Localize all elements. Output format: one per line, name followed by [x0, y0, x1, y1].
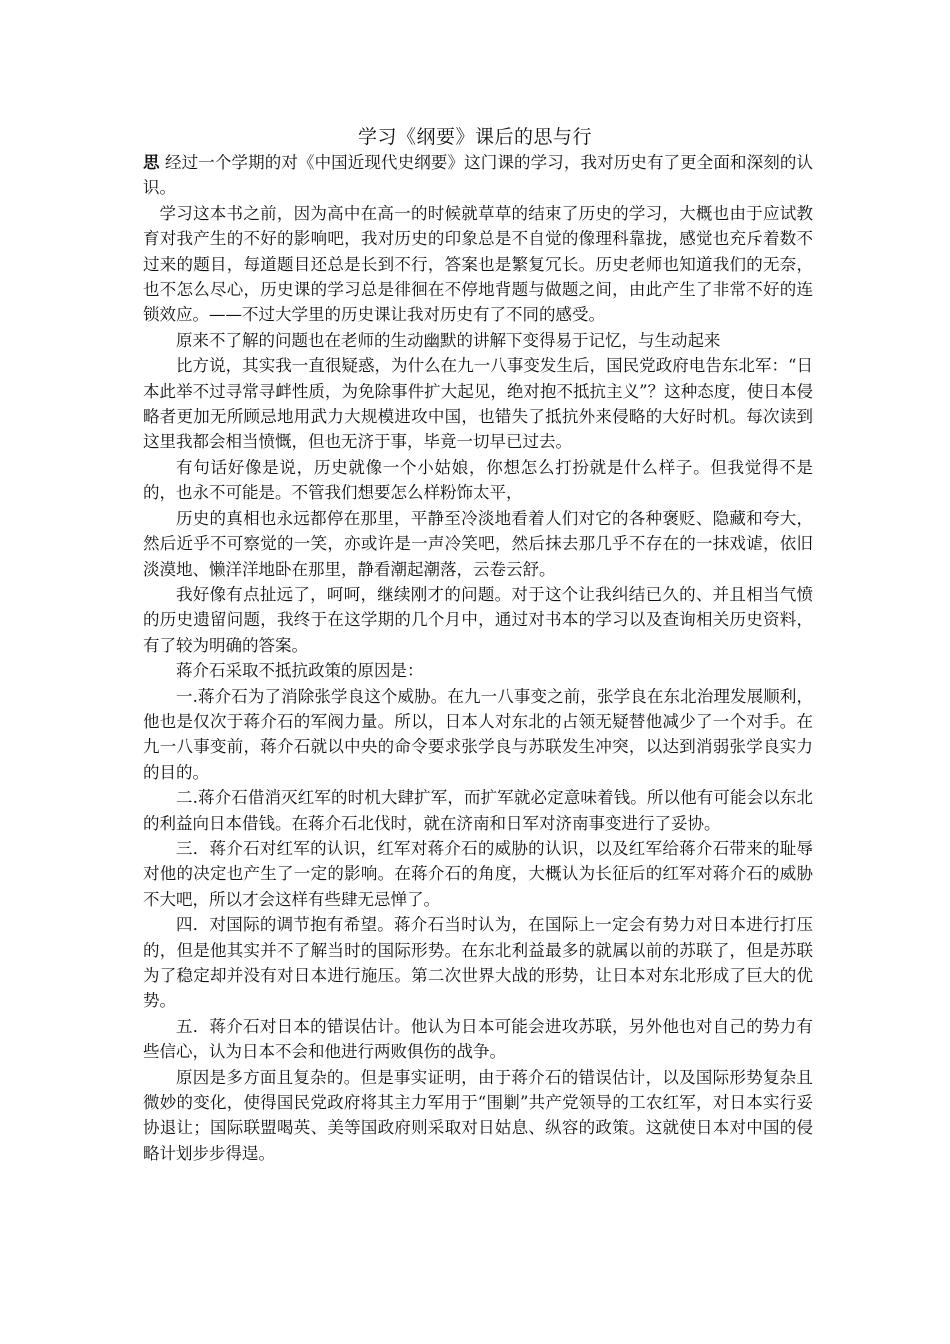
paragraph-10: 二.蒋介石借消灭红军的时机大肆扩军，而扩军就必定意味着钱。所以他有可能会以东北的利益向日本借钱。在蒋介石北伐时，就在济南和日军对济南事变进行了妥协。 [143, 788, 813, 833]
document-body [143, 150, 813, 1166]
paragraph-9: 一.蒋介石为了消除张学良这个威胁。在九一八事变之前，张学良在东北治理发展顺利，他也是仅次于蒋介石的军阀力量。所以，日本人对东北的占领无疑替他减少了一个对手。在九一八事变前，蒋介石就以中央的命令要求张学良与苏联发生冲突，以达到消弱张学良实力的目的。 [143, 686, 813, 782]
paragraph-3: 原来不了解的问题也在老师的生动幽默的讲解下变得易于记忆，与生动起来 [176, 330, 721, 350]
paragraph-5: 有句话好像是说，历史就像一个小姑娘，你想怎么打扮就是什么样子。但我觉得不是的，也永不可能是。不管我们想要怎么样粉饰太平， [143, 457, 813, 503]
paragraph-1 [143, 150, 813, 201]
paragraph-11: 三．蒋介石对红军的认识，红军对蒋介石的威胁的认识，以及红军给蒋介石带来的耻辱对他的决定也产生了一定的影响。在蒋介石的角度，大概认为长征后的红军对蒋介石的威胁不大吧，所以才会这样有些肆无忌惮了。 [143, 838, 813, 909]
paragraph-8: 蒋介石采取不抵抗政策的原因是： [176, 661, 424, 681]
paragraph-13: 五．蒋介石对日本的错误估计。他认为日本可能会进攻苏联，另外他也对自己的势力有些信心，认为日本不会和他进行两败俱伤的战争。 [143, 1016, 813, 1062]
paragraph-14: 原因是多方面且复杂的。但是事实证明，由于蒋介石的错误估计，以及国际形势复杂且微妙的变化，使得国民党政府将其主力军用于“围剿”共产党领导的工农红军，对日本实行妥协退让；国际联盟喝英、美等国政府则采取对日姑息、纵容的政策。这就使日本对中国的侵略计划步步得逞。 [143, 1067, 813, 1163]
paragraph-4: 比方说，其实我一直很疑惑，为什么在九一八事变发生后，国民党政府电告东北军：“日本此举不过寻常寻衅性质，为免除事件扩大起见，绝对抱不抵抗主义”？这种态度，使日本侵略者更加无所顾忌地用武力大规模进攻中国，也错失了抵抗外来侵略的大好时机。每次读到这里我都会相当愤慨，但也无济于事，毕竟一切早已过去。 [143, 356, 813, 452]
paragraph-2: 学习这本书之前，因为高中在高一的时候就草草的结束了历史的学习，大概也由于应试教育对我产生的不好的影响吧，我对历史的印象总是不自觉的像理科靠拢，感觉也充斥着数不过来的题目，每道题目还总是长到不行，答案也是繁复冗长。历史老师也知道我们的无奈，也不怎么尽心，历史课的学习总是徘徊在不停地背题与做题之间，由此产生了非常不好的连锁效应。——不过大学里的历史课让我对历史有了不同的感受。 [143, 203, 813, 325]
paragraph-7: 我好像有点扯远了，呵呵，继续刚才的问题。对于这个让我纠结已久的、并且相当气愤的历史遗留问题，我终于在这学期的几个月中，通过对书本的学习以及查询相关历史资料，有了较为明确的答案。 [143, 584, 813, 655]
paragraph-1-text: 经过一个学期的对《中国近现代史纲要》这门课的学习，我对历史有了更全面和深刻的认识。 [143, 153, 814, 198]
paragraph-12: 四．对国际的调节抱有希望。蒋介石当时认为，在国际上一定会有势力对日本进行打压的，但是他其实并不了解当时的国际形势。在东北利益最多的就属以前的苏联了，但是苏联为了稳定却并没有对日本进行施压。第二次世界大战的形势，让日本对东北形成了巨大的优势。 [143, 915, 813, 1011]
document-title: 学习《纲要》课后的思与行 [357, 126, 592, 148]
paragraph-6: 历史的真相也永远都停在那里，平静至冷淡地看着人们对它的各种褒贬、隐藏和夸大，然后近乎不可察觉的一笑，亦或许是一声冷笑吧，然后抹去那几乎不存在的一抹戏谑，依旧淡漠地、懒洋洋地卧在那里，静看潮起潮落，云卷云舒。 [143, 508, 813, 579]
lead-label: 思 [143, 153, 160, 172]
